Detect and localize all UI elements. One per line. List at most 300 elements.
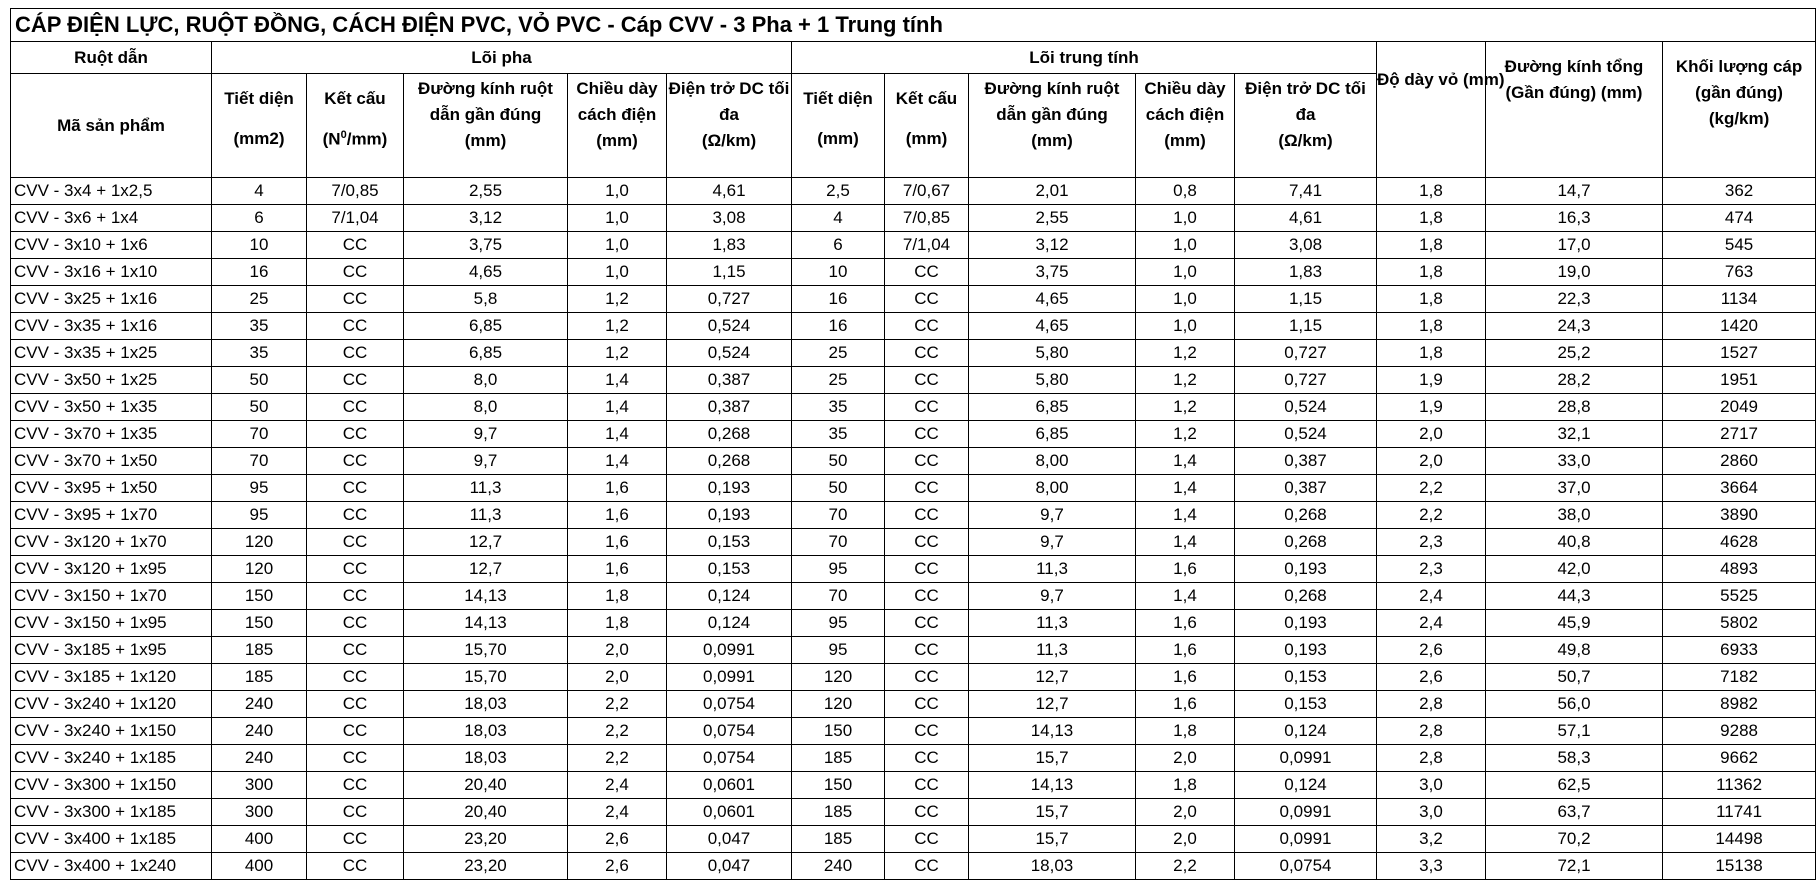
product-code-cell: CVV - 3x240 + 1x120 [11,691,212,718]
phase-structure-cell: CC [307,610,404,637]
phase-section-cell: 70 [212,448,307,475]
neutral-section-cell: 95 [792,610,885,637]
phase-diameter-cell: 15,70 [404,637,568,664]
phase-structure-header [307,74,404,178]
overall-diameter-cell: 32,1 [1486,421,1663,448]
phase-structure-cell: CC [307,340,404,367]
neutral-section-cell: 10 [792,259,885,286]
cable-weight-cell: 9288 [1663,718,1816,745]
neutral-structure-cell: CC [885,421,969,448]
neutral-section-cell: 6 [792,232,885,259]
phase-resistance-cell: 1,83 [667,232,792,259]
neutral-diameter-header [969,74,1136,178]
neutral-diameter-cell: 18,03 [969,853,1136,880]
neutral-resistance-cell: 0,0991 [1235,826,1377,853]
phase-section-header [212,74,307,178]
product-code-cell: CVV - 3x300 + 1x150 [11,772,212,799]
neutral-diameter-cell: 14,13 [969,718,1136,745]
phase-diameter-cell: 14,13 [404,610,568,637]
neutral-structure-cell: 7/0,67 [885,178,969,205]
product-code-cell: CVV - 3x120 + 1x70 [11,529,212,556]
neutral-insulation-cell: 1,0 [1136,232,1235,259]
product-code-cell: CVV - 3x95 + 1x70 [11,502,212,529]
phase-diameter-cell: 11,3 [404,502,568,529]
phase-insulation-cell: 1,0 [568,232,667,259]
neutral-insulation-cell: 1,6 [1136,610,1235,637]
neutral-insulation-cell: 1,0 [1136,259,1235,286]
neutral-section-label: Tiết diện [803,89,873,109]
neutral-resistance-cell: 0,727 [1235,367,1377,394]
neutral-section-cell: 240 [792,853,885,880]
overall-diameter-cell: 40,8 [1486,529,1663,556]
product-code-cell: CVV - 3x185 + 1x120 [11,664,212,691]
neutral-resistance-cell: 7,41 [1235,178,1377,205]
phase-section-cell: 185 [212,664,307,691]
sheath-thickness-cell: 3,0 [1377,772,1486,799]
product-code-cell: CVV - 3x35 + 1x16 [11,313,212,340]
product-code-cell: CVV - 3x150 + 1x70 [11,583,212,610]
neutral-structure-cell: CC [885,475,969,502]
phase-structure-cell: CC [307,583,404,610]
neutral-diameter-cell: 2,01 [969,178,1136,205]
overall-diameter-cell: 28,2 [1486,367,1663,394]
phase-resistance-cell: 0,0991 [667,664,792,691]
phase-diameter-cell: 15,70 [404,664,568,691]
neutral-structure-header [885,74,969,178]
neutral-diameter-cell: 9,7 [969,583,1136,610]
neutral-insulation-cell: 1,6 [1136,691,1235,718]
sheath-thickness-cell: 1,8 [1377,286,1486,313]
phase-insulation-cell: 2,2 [568,745,667,772]
neutral-resistance-header [1235,74,1377,178]
neutral-resistance-cell: 3,08 [1235,232,1377,259]
sheath-thickness-cell: 1,8 [1377,232,1486,259]
neutral-insulation-cell: 1,2 [1136,367,1235,394]
neutral-insulation-cell: 1,8 [1136,772,1235,799]
sheath-thickness-cell: 1,8 [1377,313,1486,340]
phase-diameter-cell: 12,7 [404,556,568,583]
neutral-resistance-label: Điện trở DC tối đa [1245,79,1366,125]
neutral-structure-cell: CC [885,556,969,583]
phase-diameter-cell: 9,7 [404,421,568,448]
neutral-structure-cell: CC [885,340,969,367]
phase-section-cell: 4 [212,178,307,205]
phase-structure-unit-post: /mm) [346,129,388,149]
neutral-insulation-cell: 2,0 [1136,799,1235,826]
phase-resistance-cell: 0,727 [667,286,792,313]
neutral-resistance-cell: 0,524 [1235,421,1377,448]
product-code-cell: CVV - 3x240 + 1x150 [11,718,212,745]
phase-diameter-unit: (mm) [464,131,507,151]
overall-diameter-cell: 72,1 [1486,853,1663,880]
table-row [11,583,1816,610]
neutral-diameter-cell: 11,3 [969,610,1136,637]
phase-section-cell: 120 [212,529,307,556]
sheath-thickness-cell: 2,0 [1377,448,1486,475]
table-row [11,718,1816,745]
neutral-structure-cell: CC [885,502,969,529]
neutral-resistance-unit: (Ω/km) [1278,131,1333,151]
sheath-thickness-cell: 2,4 [1377,610,1486,637]
phase-insulation-cell: 1,0 [568,205,667,232]
neutral-structure-cell: CC [885,826,969,853]
neutral-resistance-cell: 0,524 [1235,394,1377,421]
phase-diameter-cell: 2,55 [404,178,568,205]
phase-resistance-unit: (Ω/km) [701,131,757,151]
cable-weight-cell: 1527 [1663,340,1816,367]
neutral-insulation-cell: 0,8 [1136,178,1235,205]
phase-structure-cell: CC [307,799,404,826]
overall-diameter-cell: 63,7 [1486,799,1663,826]
neutral-diameter-cell: 3,12 [969,232,1136,259]
cable-weight-cell: 4628 [1663,529,1816,556]
phase-insulation-cell: 2,2 [568,718,667,745]
neutral-structure-cell: CC [885,610,969,637]
phase-resistance-cell: 0,268 [667,448,792,475]
phase-insulation-cell: 2,4 [568,772,667,799]
phase-diameter-cell: 4,65 [404,259,568,286]
product-code-cell: CVV - 3x4 + 1x2,5 [11,178,212,205]
phase-section-cell: 10 [212,232,307,259]
table-row [11,637,1816,664]
product-code-cell: CVV - 3x35 + 1x25 [11,340,212,367]
product-code-cell: CVV - 3x120 + 1x95 [11,556,212,583]
neutral-structure-cell: 7/0,85 [885,205,969,232]
sheath-thickness-header [1377,42,1505,178]
phase-resistance-cell: 0,193 [667,475,792,502]
phase-resistance-cell: 0,387 [667,367,792,394]
neutral-diameter-cell: 14,13 [969,772,1136,799]
phase-section-cell: 150 [212,610,307,637]
sheath-thickness-cell: 1,8 [1377,259,1486,286]
cable-weight-cell: 6933 [1663,637,1816,664]
neutral-structure-cell: CC [885,448,969,475]
phase-insulation-cell: 1,4 [568,394,667,421]
sheath-thickness-cell: 2,8 [1377,745,1486,772]
phase-resistance-cell: 0,047 [667,853,792,880]
phase-structure-cell: CC [307,853,404,880]
neutral-section-cell: 95 [792,637,885,664]
phase-insulation-cell: 1,8 [568,583,667,610]
phase-structure-unit-pre: (N [322,129,341,149]
overall-diameter-cell: 49,8 [1486,637,1663,664]
phase-diameter-cell: 18,03 [404,691,568,718]
phase-structure-unit [307,122,403,153]
table-row [11,205,1816,232]
cable-weight-cell: 474 [1663,205,1816,232]
neutral-structure-cell: CC [885,664,969,691]
neutral-insulation-cell: 1,0 [1136,313,1235,340]
phase-resistance-cell: 0,0754 [667,718,792,745]
phase-insulation-cell: 1,4 [568,367,667,394]
phase-resistance-cell: 3,08 [667,205,792,232]
phase-section-cell: 50 [212,394,307,421]
phase-section-cell: 150 [212,583,307,610]
neutral-diameter-cell: 2,55 [969,205,1136,232]
phase-diameter-cell: 8,0 [404,367,568,394]
neutral-diameter-cell: 3,75 [969,259,1136,286]
cable-weight-cell: 7182 [1663,664,1816,691]
table-row [11,286,1816,313]
overall-diameter-header [1486,42,1663,178]
neutral-section-cell: 70 [792,583,885,610]
neutral-insulation-cell: 1,4 [1136,583,1235,610]
phase-structure-cell: CC [307,313,404,340]
table-row [11,610,1816,637]
table-row [11,529,1816,556]
neutral-diameter-unit: (mm) [1031,131,1073,151]
neutral-section-cell: 50 [792,475,885,502]
neutral-structure-cell: CC [885,394,969,421]
phase-structure-cell: CC [307,745,404,772]
sheath-thickness-cell: 2,8 [1377,691,1486,718]
cable-weight-cell: 3664 [1663,475,1816,502]
neutral-resistance-cell: 0,193 [1235,556,1377,583]
phase-resistance-cell: 0,0991 [667,637,792,664]
phase-resistance-cell: 0,0754 [667,745,792,772]
sheath-thickness-cell: 3,3 [1377,853,1486,880]
table-row [11,313,1816,340]
neutral-structure-cell: CC [885,691,969,718]
neutral-structure-cell: 7/1,04 [885,232,969,259]
phase-structure-cell: CC [307,556,404,583]
phase-section-cell: 400 [212,826,307,853]
table-row [11,826,1816,853]
phase-resistance-cell: 0,0601 [667,799,792,826]
neutral-resistance-cell: 0,124 [1235,772,1377,799]
overall-diameter-cell: 17,0 [1486,232,1663,259]
phase-resistance-label: Điện trở DC tối đa [668,79,790,125]
table-row [11,448,1816,475]
neutral-diameter-cell: 15,7 [969,799,1136,826]
product-code-cell: CVV - 3x10 + 1x6 [11,232,212,259]
neutral-structure-unit: (mm) [905,129,948,149]
spec-sheet [10,8,1815,880]
cable-weight-cell: 1951 [1663,367,1816,394]
cable-weight-cell: 15138 [1663,853,1816,880]
neutral-structure-cell: CC [885,583,969,610]
overall-diameter-cell: 70,2 [1486,826,1663,853]
sheath-thickness-cell: 2,6 [1377,637,1486,664]
phase-insulation-cell: 1,6 [568,475,667,502]
phase-resistance-cell: 0,268 [667,421,792,448]
neutral-resistance-cell: 0,193 [1235,637,1377,664]
neutral-section-cell: 25 [792,367,885,394]
table-row [11,772,1816,799]
neutral-section-cell: 50 [792,448,885,475]
table-title: CÁP ĐIỆN LỰC, RUỘT ĐỒNG, CÁCH ĐIỆN PVC, VỎ PVC - Cáp CVV - 3 Pha + 1 Trung tính [11,9,1816,42]
phase-insulation-cell: 2,6 [568,826,667,853]
product-code-header: Mã sản phẩm [11,74,212,178]
cable-weight-cell: 8982 [1663,691,1816,718]
neutral-resistance-cell: 0,124 [1235,718,1377,745]
product-code-cell: CVV - 3x95 + 1x50 [11,475,212,502]
neutral-diameter-cell: 15,7 [969,745,1136,772]
sheath-thickness-cell: 1,8 [1377,178,1486,205]
overall-diameter-cell: 25,2 [1486,340,1663,367]
product-code-cell: CVV - 3x185 + 1x95 [11,637,212,664]
product-code-cell: CVV - 3x400 + 1x185 [11,826,212,853]
phase-insulation-cell: 1,6 [568,502,667,529]
phase-structure-cell: CC [307,232,404,259]
sheath-thickness-label: Độ dày vỏ [1377,70,1459,89]
table-row [11,664,1816,691]
neutral-diameter-cell: 9,7 [969,502,1136,529]
neutral-section-cell: 2,5 [792,178,885,205]
neutral-insulation-cell: 2,0 [1136,745,1235,772]
neutral-resistance-cell: 1,15 [1235,313,1377,340]
neutral-structure-cell: CC [885,853,969,880]
neutral-resistance-cell: 0,0754 [1235,853,1377,880]
phase-section-cell: 300 [212,799,307,826]
phase-structure-cell: CC [307,664,404,691]
neutral-structure-cell: CC [885,745,969,772]
overall-diameter-cell: 45,9 [1486,610,1663,637]
overall-diameter-cell: 19,0 [1486,259,1663,286]
cable-weight-cell: 5802 [1663,610,1816,637]
phase-section-cell: 25 [212,286,307,313]
phase-section-cell: 240 [212,718,307,745]
phase-section-cell: 240 [212,691,307,718]
cable-weight-cell: 545 [1663,232,1816,259]
table-row [11,421,1816,448]
neutral-section-cell: 70 [792,502,885,529]
phase-insulation-cell: 2,0 [568,637,667,664]
neutral-resistance-cell: 0,0991 [1235,799,1377,826]
sheath-thickness-cell: 2,2 [1377,475,1486,502]
cable-weight-unit: (kg/km) [1708,109,1770,128]
phase-insulation-cell: 1,0 [568,259,667,286]
neutral-structure-cell: CC [885,637,969,664]
group-header-row [11,42,1816,74]
overall-diameter-cell: 16,3 [1486,205,1663,232]
neutral-resistance-cell: 1,15 [1235,286,1377,313]
phase-section-cell: 6 [212,205,307,232]
overall-diameter-cell: 56,0 [1486,691,1663,718]
phase-section-cell: 35 [212,313,307,340]
phase-section-label: Tiết diện [224,89,294,109]
neutral-section-cell: 70 [792,529,885,556]
phase-structure-cell: CC [307,691,404,718]
neutral-diameter-cell: 8,00 [969,448,1136,475]
neutral-diameter-cell: 5,80 [969,367,1136,394]
neutral-diameter-cell: 15,7 [969,826,1136,853]
neutral-diameter-cell: 11,3 [969,556,1136,583]
phase-diameter-cell: 20,40 [404,799,568,826]
neutral-resistance-cell: 0,268 [1235,583,1377,610]
neutral-resistance-cell: 0,387 [1235,448,1377,475]
phase-diameter-cell: 23,20 [404,826,568,853]
phase-resistance-cell: 0,0754 [667,691,792,718]
phase-resistance-cell: 0,0601 [667,772,792,799]
sheath-thickness-cell: 2,3 [1377,529,1486,556]
phase-diameter-cell: 8,0 [404,394,568,421]
neutral-diameter-cell: 5,80 [969,340,1136,367]
neutral-insulation-cell: 1,2 [1136,340,1235,367]
neutral-resistance-cell: 0,268 [1235,529,1377,556]
phase-section-cell: 95 [212,502,307,529]
cable-weight-cell: 5525 [1663,583,1816,610]
neutral-section-cell: 35 [792,421,885,448]
sheath-thickness-cell: 2,4 [1377,583,1486,610]
neutral-insulation-cell: 1,0 [1136,205,1235,232]
neutral-insulation-header [1136,74,1235,178]
neutral-section-cell: 4 [792,205,885,232]
overall-diameter-cell: 28,8 [1486,394,1663,421]
sheath-thickness-cell: 2,8 [1377,718,1486,745]
product-code-cell: CVV - 3x50 + 1x35 [11,394,212,421]
phase-section-cell: 185 [212,637,307,664]
table-row [11,394,1816,421]
phase-diameter-cell: 18,03 [404,745,568,772]
cable-weight-cell: 2717 [1663,421,1816,448]
neutral-insulation-cell: 1,8 [1136,718,1235,745]
neutral-resistance-cell: 0,0991 [1235,745,1377,772]
phase-insulation-cell: 1,2 [568,286,667,313]
phase-structure-cell: 7/0,85 [307,178,404,205]
neutral-insulation-cell: 1,4 [1136,502,1235,529]
phase-structure-cell: CC [307,448,404,475]
neutral-structure-cell: CC [885,259,969,286]
neutral-diameter-cell: 12,7 [969,691,1136,718]
neutral-section-cell: 150 [792,718,885,745]
group-conductor: Ruột dẫn [11,42,212,74]
neutral-insulation-cell: 1,4 [1136,448,1235,475]
cable-weight-cell: 763 [1663,259,1816,286]
neutral-insulation-cell: 2,0 [1136,826,1235,853]
neutral-structure-cell: CC [885,313,969,340]
phase-resistance-cell: 1,15 [667,259,792,286]
neutral-insulation-cell: 1,2 [1136,394,1235,421]
overall-diameter-cell: 14,7 [1486,178,1663,205]
sheath-thickness-cell: 1,8 [1377,205,1486,232]
cable-weight-cell: 4893 [1663,556,1816,583]
table-row [11,340,1816,367]
phase-diameter-cell: 6,85 [404,313,568,340]
neutral-resistance-cell: 0,193 [1235,610,1377,637]
phase-insulation-cell: 1,2 [568,313,667,340]
table-row [11,178,1816,205]
product-code-cell: CVV - 3x6 + 1x4 [11,205,212,232]
phase-section-cell: 50 [212,367,307,394]
phase-structure-cell: CC [307,367,404,394]
neutral-section-cell: 185 [792,799,885,826]
phase-diameter-cell: 9,7 [404,448,568,475]
phase-diameter-cell: 12,7 [404,529,568,556]
neutral-diameter-cell: 12,7 [969,664,1136,691]
phase-section-cell: 240 [212,745,307,772]
phase-insulation-cell: 1,0 [568,178,667,205]
table-row [11,853,1816,880]
cable-weight-cell: 1134 [1663,286,1816,313]
cable-weight-cell: 14498 [1663,826,1816,853]
phase-structure-cell: CC [307,826,404,853]
neutral-insulation-cell: 1,6 [1136,556,1235,583]
product-code-cell: CVV - 3x70 + 1x35 [11,421,212,448]
neutral-structure-cell: CC [885,772,969,799]
phase-insulation-cell: 1,8 [568,610,667,637]
phase-diameter-cell: 20,40 [404,772,568,799]
phase-section-cell: 16 [212,259,307,286]
phase-resistance-cell: 0,524 [667,313,792,340]
overall-diameter-unit: (mm) [1600,83,1643,102]
neutral-section-header [792,74,885,178]
phase-structure-cell: CC [307,394,404,421]
neutral-resistance-cell: 4,61 [1235,205,1377,232]
neutral-diameter-cell: 4,65 [969,313,1136,340]
overall-diameter-cell: 50,7 [1486,664,1663,691]
phase-insulation-header [568,74,667,178]
